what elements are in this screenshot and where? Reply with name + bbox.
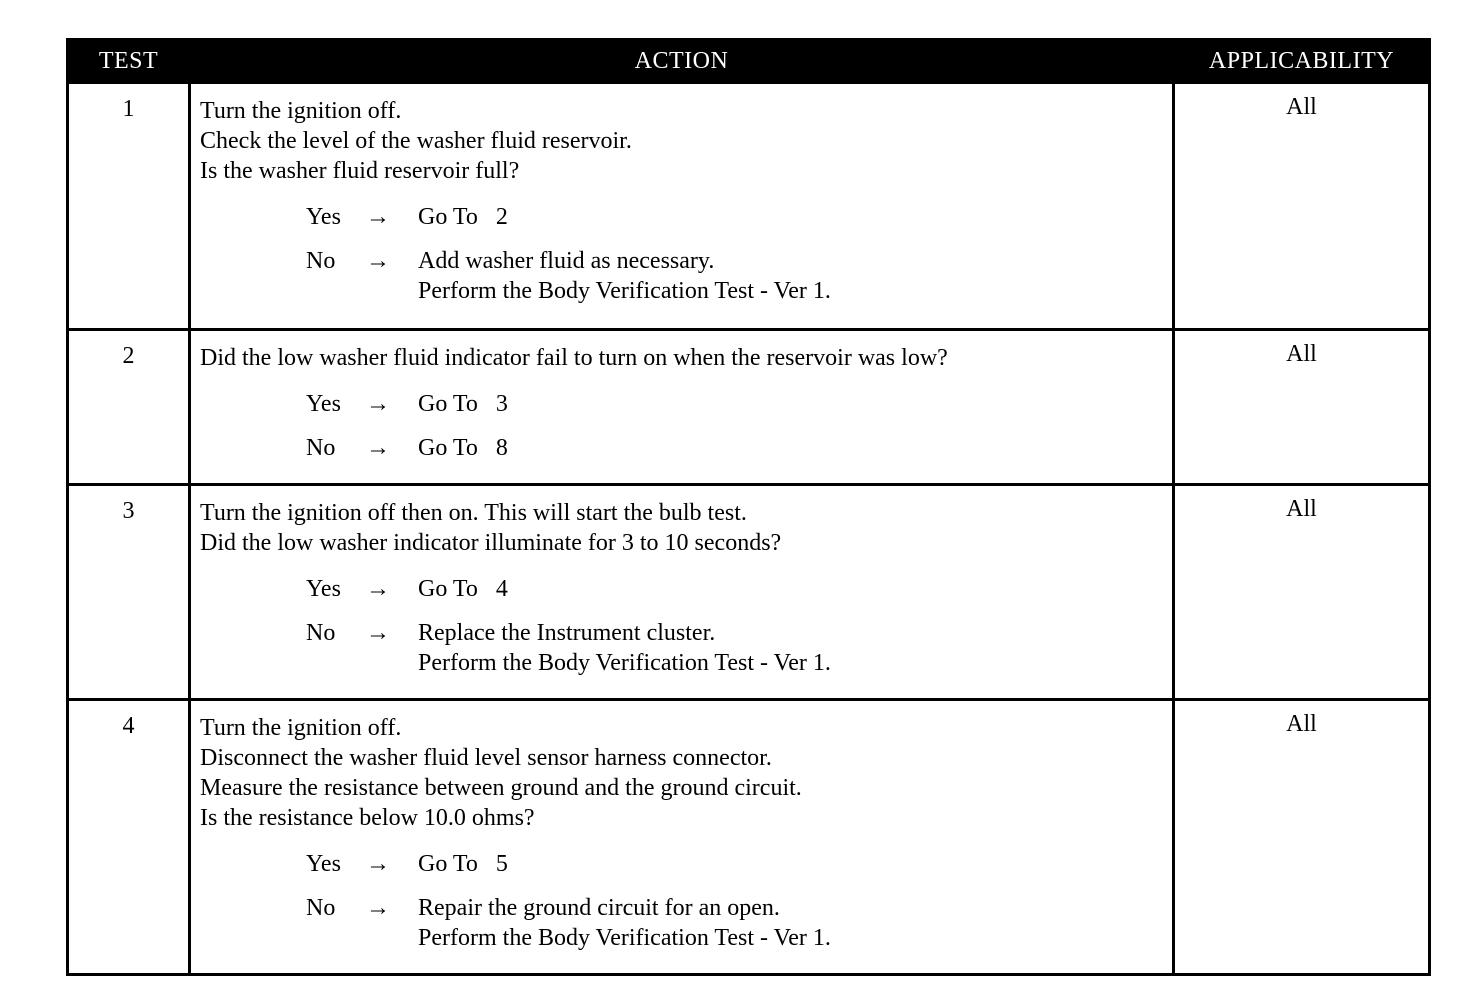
no-label: No [306,895,336,921]
step-text: Turn the ignition off. [200,715,402,741]
arrow-icon: → [366,851,390,877]
yes-label: Yes [306,391,341,417]
test-number: 3 [68,485,190,700]
action-cell [190,485,1174,700]
arrow-icon: → [366,391,390,417]
result-line: Add washer fluid as necessary. [418,248,715,274]
table-row [68,330,1430,485]
goto-number: 2 [495,204,508,230]
diagnostic-test-table [66,38,1431,976]
goto-number: 4 [495,576,508,602]
goto-text: Go To [418,851,478,877]
no-result [418,433,1164,463]
no-outcome [200,618,1164,678]
test-number: 4 [68,700,190,975]
result-line: Perform the Body Verification Test - Ver 1. [418,278,831,304]
yes-result [418,202,1164,232]
goto-number: 3 [495,391,508,417]
yes-label: Yes [306,576,341,602]
action-cell [190,700,1174,975]
table-row [68,83,1430,330]
no-result [418,893,1164,953]
no-label: No [306,620,336,646]
no-result [418,618,1164,678]
yes-outcome [200,389,1164,419]
arrow-icon: → [366,435,390,461]
step-text: Check the level of the washer fluid reservoir. [200,128,632,154]
table-row [68,485,1430,700]
step-text: Turn the ignition off. [200,98,402,124]
yes-result [418,574,1164,604]
applicability-value: All [1174,83,1430,330]
result-line: Perform the Body Verification Test - Ver 1. [418,925,831,951]
no-outcome [200,246,1164,306]
arrow-icon: → [366,620,390,646]
result-line: Perform the Body Verification Test - Ver 1. [418,650,831,676]
header-applicability: APPLICABILITY [1174,40,1430,83]
step-text: Did the low washer fluid indicator fail to turn on when the reservoir was low? [200,345,948,371]
step-text: Turn the ignition off then on. This will start the bulb test. [200,500,747,526]
arrow-icon: → [366,576,390,602]
yes-label: Yes [306,851,341,877]
outcomes [200,202,1164,306]
step-text: Disconnect the washer fluid level sensor harness connector. [200,745,772,771]
action-cell [190,83,1174,330]
action-cell [190,330,1174,485]
no-result [418,246,1164,306]
diagnostic-table-container [66,38,1428,976]
goto-text: Go To [418,576,478,602]
table-row [68,700,1430,975]
yes-outcome [200,574,1164,604]
yes-result [418,389,1164,419]
applicability-value: All [1174,485,1430,700]
no-label: No [306,248,336,274]
goto-text: Go To [418,391,478,417]
step-text: Did the low washer indicator illuminate for 3 to 10 seconds? [200,530,782,556]
result-line: Replace the Instrument cluster. [418,620,716,646]
test-number: 1 [68,83,190,330]
result-line: Repair the ground circuit for an open. [418,895,780,921]
no-label: No [306,435,336,461]
table-header-row [68,40,1430,83]
applicability-value: All [1174,330,1430,485]
no-outcome [200,433,1164,463]
step-text: Measure the resistance between ground and the ground circuit. [200,775,802,801]
yes-outcome [200,849,1164,879]
header-action: ACTION [190,40,1174,83]
arrow-icon: → [366,248,390,274]
arrow-icon: → [366,895,390,921]
outcomes [200,574,1164,678]
no-outcome [200,893,1164,953]
outcomes [200,849,1164,953]
goto-number: 8 [495,435,508,461]
goto-text: Go To [418,435,478,461]
goto-text: Go To [418,204,478,230]
goto-number: 5 [495,851,508,877]
outcomes [200,389,1164,463]
yes-result [418,849,1164,879]
header-test: TEST [68,40,190,83]
step-text: Is the washer fluid reservoir full? [200,158,520,184]
arrow-icon: → [366,204,390,230]
applicability-value: All [1174,700,1430,975]
yes-label: Yes [306,204,341,230]
yes-outcome [200,202,1164,232]
step-text: Is the resistance below 10.0 ohms? [200,805,535,831]
test-number: 2 [68,330,190,485]
